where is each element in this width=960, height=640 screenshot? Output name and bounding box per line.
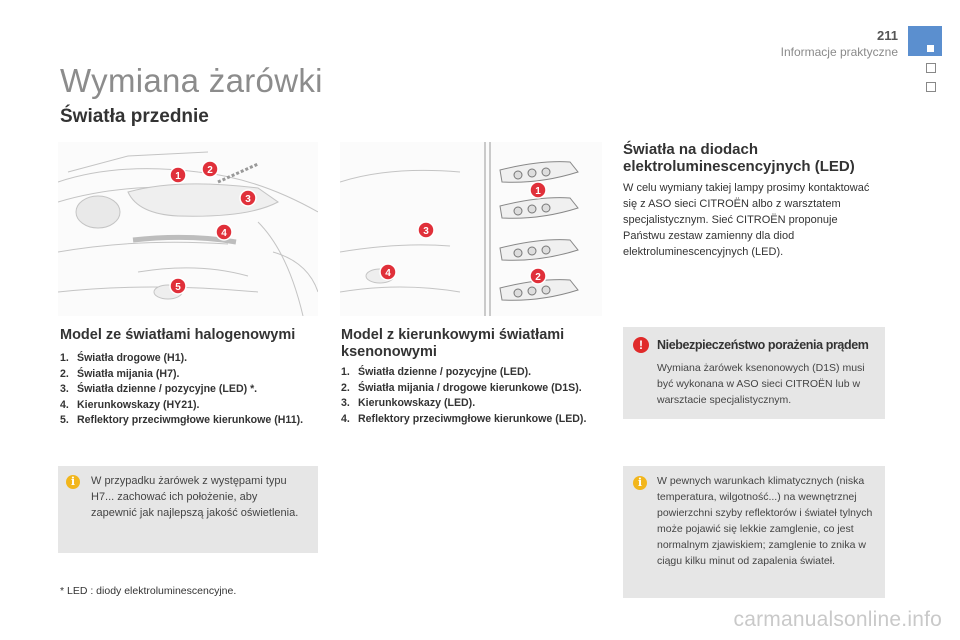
warning-title: Niebezpieczeństwo porażenia prądem bbox=[657, 338, 869, 352]
led-footnote: * LED : diody elektroluminescencyjne. bbox=[60, 585, 237, 597]
xenon-bulb-list bbox=[341, 365, 601, 427]
list-item: 3. Kierunkowskazy (LED). bbox=[341, 397, 476, 409]
callout-1 bbox=[530, 182, 546, 198]
warning-icon: ! bbox=[633, 337, 649, 353]
list-item: 2. Światła mijania / drogowe kierunkowe (D1S). bbox=[341, 381, 582, 394]
section-title: Światła przednie bbox=[60, 106, 209, 127]
led-body-text: W celu wymiany takiej lampy prosimy kontaktować się z ASO sieci CITROËN albo z warsztatem specjalistycznym. Sieć CITROËN proponuje Państwu zestaw zamienny dla diod elektroluminescencyjnych (LED). bbox=[623, 182, 870, 258]
page-number: 211 bbox=[877, 28, 898, 43]
page-title: Wymiana żarówki bbox=[60, 62, 323, 99]
chapter-tab-active[interactable] bbox=[908, 26, 942, 56]
callout-5 bbox=[170, 278, 186, 294]
info-icon: i bbox=[66, 475, 80, 489]
list-item: 2. Światła mijania (H7). bbox=[60, 367, 180, 380]
list-item: 1. Światła dzienne / pozycyjne (LED). bbox=[341, 366, 532, 378]
halogen-info-box bbox=[58, 466, 318, 553]
list-item: 4. Kierunkowskazy (HY21). bbox=[60, 398, 200, 411]
list-item: 4. Reflektory przeciwmgłowe kierunkowe (LED). bbox=[341, 412, 587, 425]
halogen-bulb-list bbox=[60, 351, 316, 429]
callout-3 bbox=[240, 190, 256, 206]
info-text: W pewnych warunkach klimatycznych (niska temperatura, wilgotność...) na wewnętrznej powierzchni szyby reflektorów i świateł tylnych może pojawić się lekkie zamglenie, co jest normalnym zjawiskiem; zamglenie to znika w ciągu kilku minut od zapalenia świateł. bbox=[657, 475, 873, 567]
svg-text:2: 2 bbox=[207, 165, 213, 176]
callout-3 bbox=[418, 222, 434, 238]
halogen-heading: Model ze światłami halogenowymi bbox=[60, 327, 296, 343]
callout-2 bbox=[202, 161, 218, 177]
info-text: W przypadku żarówek z występami typu H7... zachować ich położenie, aby zapewnić jak najlepszą jakość oświetlenia. bbox=[91, 475, 299, 519]
svg-text:2: 2 bbox=[535, 272, 541, 283]
svg-text:5: 5 bbox=[175, 282, 181, 293]
svg-text:3: 3 bbox=[423, 226, 429, 237]
chapter-tab[interactable] bbox=[926, 82, 936, 92]
svg-text:1: 1 bbox=[175, 171, 181, 182]
chapter-tab[interactable] bbox=[926, 63, 936, 73]
xenon-heading: Model z kierunkowymi światłami ksenonowymi bbox=[341, 327, 565, 360]
svg-text:1: 1 bbox=[535, 186, 541, 197]
condensation-info-box bbox=[623, 466, 885, 598]
callout-2 bbox=[530, 268, 546, 284]
list-item: 5. Reflektory przeciwmgłowe kierunkowe (H11). bbox=[60, 414, 304, 426]
xenon-car-drawing bbox=[340, 142, 602, 316]
warning-text: Wymiana żarówek ksenonowych (D1S) musi być wykonana w ASO sieci CITROËN lub w warsztacie specjalistycznym. bbox=[657, 362, 865, 406]
section-label: Informacje praktyczne bbox=[780, 45, 898, 59]
led-heading: Światła na diodach elektroluminescencyjnych (LED) bbox=[623, 141, 855, 175]
list-item: 1. Światła drogowe (H1). bbox=[60, 352, 188, 364]
svg-text:3: 3 bbox=[245, 194, 251, 205]
info-icon: i bbox=[633, 476, 647, 490]
watermark: carmanualsonline.info bbox=[733, 608, 942, 631]
svg-text:4: 4 bbox=[385, 268, 391, 279]
callout-1 bbox=[170, 167, 186, 183]
svg-text:4: 4 bbox=[221, 228, 227, 239]
halogen-car-drawing bbox=[58, 142, 318, 316]
halogen-headlight-illustration bbox=[58, 142, 318, 316]
electric-shock-warning-box bbox=[623, 327, 885, 419]
list-item: 3. Światła dzienne / pozycyjne (LED) *. bbox=[60, 383, 258, 395]
xenon-headlight-illustration bbox=[340, 142, 602, 316]
callout-4 bbox=[380, 264, 396, 280]
callout-4 bbox=[216, 224, 232, 240]
